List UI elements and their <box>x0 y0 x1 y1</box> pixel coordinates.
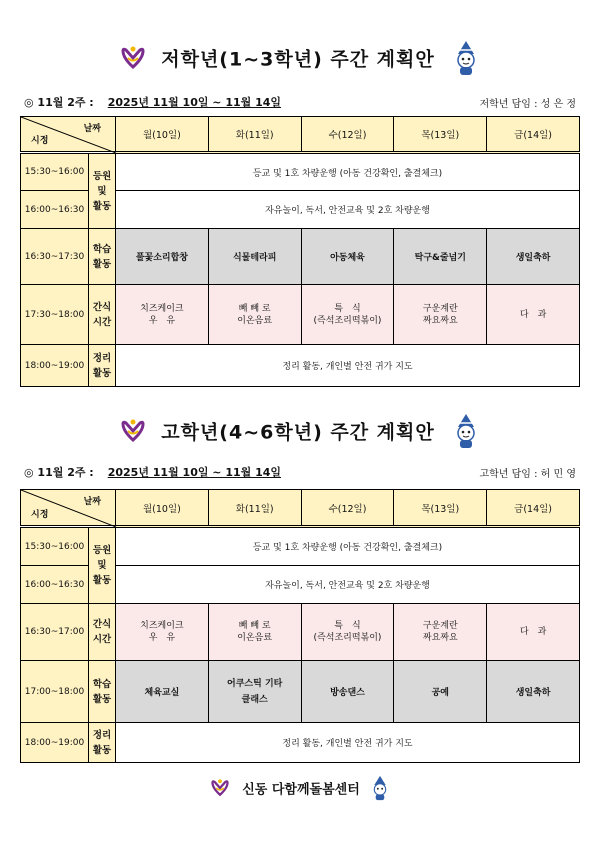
program-cell: 아동체육 <box>301 229 394 285</box>
activity-label: 등원 및 활동 <box>89 527 116 604</box>
center-logo-icon <box>120 46 146 70</box>
lower-teacher: 저학년 담임 : 성 은 정 <box>479 99 576 110</box>
upper-schedule-table <box>20 489 580 763</box>
snack-cell: 빼 빼 로 이온음료 <box>208 285 301 345</box>
snack-cell: 특 식 (즉석조리떡볶이) <box>301 604 394 661</box>
program-cell: 방송댄스 <box>301 661 394 723</box>
upper-period-label: ◎ 11월 2주 : <box>24 466 94 479</box>
activity-label: 정리 활동 <box>89 723 116 763</box>
lower-period <box>24 94 281 110</box>
day-header: 월(10일) <box>116 117 209 153</box>
activity-label: 정리 활동 <box>89 345 116 387</box>
upper-page-title: 고학년(4~6학년) 주간 계획안 <box>161 421 435 444</box>
time-cell: 16:00~16:30 <box>21 191 89 229</box>
lower-period-dates: 2025년 11월 10일 ~ 11월 14일 <box>107 96 282 109</box>
day-header: 금(14일) <box>487 117 580 153</box>
mascot-icon <box>452 40 480 76</box>
center-logo-icon <box>210 779 230 797</box>
lower-title-row <box>0 40 600 76</box>
lower-schedule-table <box>20 116 580 387</box>
time-cell: 16:30~17:30 <box>21 229 89 285</box>
table-row <box>21 527 580 566</box>
day-header: 화(11일) <box>208 117 301 153</box>
row-text: 정리 활동, 개인별 안전 귀가 지도 <box>116 723 580 763</box>
table-header-row <box>21 117 580 153</box>
time-cell: 16:00~16:30 <box>21 566 89 604</box>
table-header-row <box>21 490 580 527</box>
snack-cell: 치즈케이크 우 유 <box>116 604 209 661</box>
time-cell: 17:30~18:00 <box>21 285 89 345</box>
upper-title-row <box>0 413 600 449</box>
program-cell: 생일축하 <box>487 229 580 285</box>
row-text: 등교 및 1호 차량운행 (아동 건강확인, 출결체크) <box>116 527 580 566</box>
program-cell: 어쿠스틱 기타 클래스 <box>208 661 301 723</box>
program-cell: 풀꽃소리합창 <box>116 229 209 285</box>
corner-date-label: 날짜 <box>83 124 101 134</box>
time-cell: 18:00~19:00 <box>21 723 89 763</box>
time-cell: 15:30~16:00 <box>21 527 89 566</box>
snack-cell: 특 식 (즉석조리떡볶이) <box>301 285 394 345</box>
table-row <box>21 661 580 723</box>
table-row <box>21 345 580 387</box>
footer <box>0 775 600 801</box>
mascot-icon <box>370 775 390 801</box>
table-row <box>21 229 580 285</box>
upper-period-dates: 2025년 11월 10일 ~ 11월 14일 <box>107 466 282 479</box>
program-cell: 공예 <box>394 661 487 723</box>
program-cell: 탁구&줄넘기 <box>394 229 487 285</box>
program-cell: 식물테라피 <box>208 229 301 285</box>
row-text: 자유놀이, 독서, 안전교육 및 2호 차량운행 <box>116 566 580 604</box>
activity-label: 학습 활동 <box>89 229 116 285</box>
snack-cell: 다 과 <box>487 285 580 345</box>
program-cell: 체육교실 <box>116 661 209 723</box>
center-name: 신동 다함께돌봄센터 <box>242 782 360 798</box>
time-cell: 16:30~17:00 <box>21 604 89 661</box>
snack-cell: 구운계란 짜요짜요 <box>394 285 487 345</box>
activity-label: 학습 활동 <box>89 661 116 723</box>
corner-cell <box>21 117 116 153</box>
snack-cell: 빼 빼 로 이온음료 <box>208 604 301 661</box>
day-header: 금(14일) <box>487 490 580 527</box>
day-header: 목(13일) <box>394 117 487 153</box>
activity-label: 간식 시간 <box>89 285 116 345</box>
snack-cell: 치즈케이크 우 유 <box>116 285 209 345</box>
day-header: 화(11일) <box>208 490 301 527</box>
lower-period-label: ◎ 11월 2주 : <box>24 96 94 109</box>
corner-time-label: 시정 <box>31 136 49 146</box>
activity-label: 간식 시간 <box>89 604 116 661</box>
upper-period <box>24 464 281 480</box>
corner-cell <box>21 490 116 527</box>
time-cell: 17:00~18:00 <box>21 661 89 723</box>
snack-cell: 다 과 <box>487 604 580 661</box>
corner-date-label: 날짜 <box>83 497 101 507</box>
lower-page-title: 저학년(1~3학년) 주간 계획안 <box>161 48 435 71</box>
table-row <box>21 153 580 191</box>
row-text: 정리 활동, 개인별 안전 귀가 지도 <box>116 345 580 387</box>
time-cell: 18:00~19:00 <box>21 345 89 387</box>
snack-cell: 구운계란 짜요짜요 <box>394 604 487 661</box>
mascot-icon <box>452 413 480 449</box>
day-header: 수(12일) <box>301 117 394 153</box>
day-header: 수(12일) <box>301 490 394 527</box>
activity-label: 등원 및 활동 <box>89 153 116 229</box>
row-text: 자유놀이, 독서, 안전교육 및 2호 차량운행 <box>116 191 580 229</box>
day-header: 목(13일) <box>394 490 487 527</box>
time-cell: 15:30~16:00 <box>21 153 89 191</box>
upper-teacher: 고학년 담임 : 허 민 영 <box>479 469 576 480</box>
program-cell: 생일축하 <box>487 661 580 723</box>
table-row <box>21 723 580 763</box>
table-row <box>21 604 580 661</box>
row-text: 등교 및 1호 차량운행 (아동 건강확인, 출결체크) <box>116 153 580 191</box>
corner-time-label: 시정 <box>31 510 49 520</box>
day-header: 월(10일) <box>116 490 209 527</box>
center-logo-icon <box>120 419 146 443</box>
table-row <box>21 285 580 345</box>
